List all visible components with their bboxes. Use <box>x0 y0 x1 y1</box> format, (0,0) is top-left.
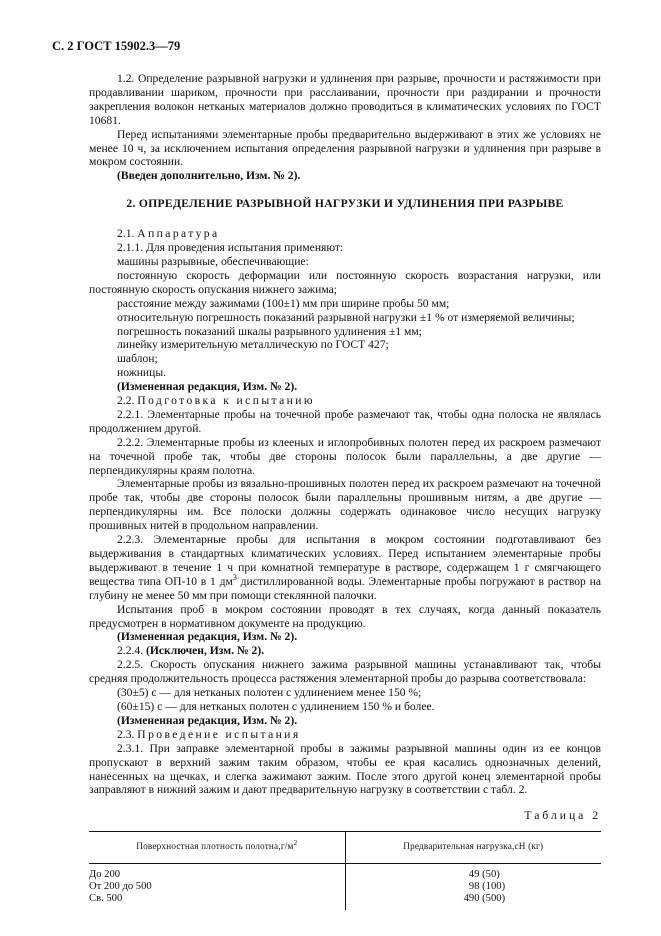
paragraph-2-2-5: 2.2.5. Скорость опускания нижнего зажима разрывной машины устанавливают так, чтобы средняя продолжительность процесса растяжения элементарной пробы до разрыва соответствовала: <box>89 658 601 686</box>
amendment-note-2: (Измененная редакция, Изм. № 2). <box>117 380 298 394</box>
heading-2-1-title: Аппаратура <box>137 227 220 241</box>
equipment-item-5: погрешность показаний шкалы разрывного удлинения ±1 мм; <box>117 324 422 338</box>
paragraph-2-2-4-number: 2.2.4. <box>117 644 144 658</box>
load-kg: (500) <box>482 893 506 905</box>
table-row <box>89 881 601 893</box>
paragraph-2-2-4 <box>89 644 601 658</box>
speed-item-2: (60±15) с — для нетканых полотен с удлинением 150 % и более. <box>117 699 435 713</box>
amendment-note-3: (Измененная редакция, Изм. № 2). <box>117 630 298 644</box>
paragraph-2-2-2-knitted: Элементарные пробы из вязально-прошивных полотен перед их раскроем размечают на точечной пробе так, чтобы две стороны полосок были параллельны прошивным нитям, а две другие — перпендикулярны им. Все полоски должны содержать одинаковое число несущих нагрузку прошивных нитей в продольном направлении. <box>89 477 601 533</box>
load-value: 98 <box>468 881 480 893</box>
equipment-item-8: ножницы. <box>117 366 167 380</box>
paragraph-2-1-1: 2.1.1. Для проведения испытания применяют: <box>117 241 344 255</box>
table-cell-load <box>345 863 601 881</box>
heading-2-1 <box>89 227 601 241</box>
document-body <box>89 72 601 910</box>
table-cell-density: От 200 до 500 <box>89 881 345 893</box>
heading-2-3 <box>89 728 601 742</box>
paragraph-2-2-1: 2.2.1. Элементарные пробы на точечной пробе размечают так, чтобы одна полоска не являлась продолжением другой. <box>89 407 601 435</box>
table-header-density-text: Поверхностная плотность полотна,г/м <box>136 841 294 852</box>
paragraph-1-2: 1.2. Определение разрывной нагрузки и удлинения при разрыве, прочности и растяжимости при продавливании шариком, прочности при расслаивании, прочности при раздирании и прочности закрепления волокон нетканых материалов должно проводиться в климатических условиях по ГОСТ 10681. <box>89 72 601 127</box>
paragraph-2-2-4-excluded: (Исключен, Изм. № 2). <box>146 644 265 658</box>
load-kg: (100) <box>482 881 506 893</box>
load-kg: (50) <box>482 868 500 880</box>
heading-2-2-title: Подготовка к испытанию <box>137 394 315 408</box>
preload-table <box>89 831 601 910</box>
table-header-row <box>89 832 601 863</box>
table-cell-density: Св. 500 <box>89 893 345 909</box>
equipment-item-7: шаблон; <box>117 352 158 366</box>
speed-item-1: (30±5) с — для нетканых полотен с удлинением менее 150 %; <box>117 686 422 700</box>
paragraph-2-2-2: 2.2.2. Элементарные пробы из клееных и иглопробивных полотен перед их раскроем размечают на точечной пробе так, чтобы две стороны полосок были параллельны, а две другие — перпендикулярны краям полотна. <box>89 435 601 477</box>
table-cell-density: До 200 <box>89 863 345 881</box>
table-cell-load <box>345 893 601 909</box>
table-header-density <box>89 832 345 863</box>
heading-2-2 <box>89 394 601 408</box>
equipment-item-6: линейку измерительную металлическую по ГОСТ 427; <box>117 338 389 352</box>
table-cell-load <box>345 881 601 893</box>
paragraph-2-2-3 <box>89 533 601 603</box>
paragraph-2-2-3-tail: дистиллированной воды. Элементарные пробы погружают в раствор на глубину не менее 50 мм при помощи стеклянной палочки. <box>89 574 601 602</box>
table-row <box>89 863 601 881</box>
section-2-title: 2. ОПРЕДЕЛЕНИЕ РАЗРЫВНОЙ НАГРУЗКИ И УДЛИНЕНИЯ ПРИ РАЗРЫВЕ <box>126 197 564 211</box>
equipment-item-2: постоянную скорость деформации или постоянную скорость возрастания нагрузки, или постоянную скорость опускания нижнего зажима; <box>89 268 601 296</box>
heading-2-3-number: 2.3. <box>117 727 135 741</box>
table-caption: Таблица 2 <box>524 809 601 823</box>
cubic-superscript: 3 <box>232 572 237 582</box>
amendment-note-1: (Введен дополнительно, Изм. № 2). <box>117 169 301 183</box>
paragraph-2-2-3-wet: Испытания проб в мокром состоянии проводят в тех случаях, когда данный показатель предусмотрен в нормативном документе на продукцию. <box>89 602 601 630</box>
heading-2-2-number: 2.2. <box>117 394 135 408</box>
table-row <box>89 893 601 909</box>
paragraph-1-2-conditioning: Перед испытаниями элементарные пробы предварительно выдерживают в этих же условиях не менее 10 ч, за исключением испытания определения разрывной нагрузки и удлинения при разрыве в мокром состоянии. <box>89 127 601 169</box>
equipment-item-1: машины разрывные, обеспечивающие: <box>117 254 309 268</box>
paragraph-2-3-1: 2.3.1. При заправке элементарной пробы в зажимы разрывной машины один из ее концов пропускают в верхний зажим таким образом, чтобы ее края касались однозначных делений, нанесенных на щечках, и слегка зажимают зажим. После этого другой конец элементарной пробы заправляют в нижний зажим и дают предварительную нагрузку в соответствии с табл. 2. <box>89 741 601 797</box>
equipment-item-4: относительную погрешность показаний разрывной нагрузки ±1 % от измеряемой величины; <box>117 310 575 324</box>
square-superscript: 2 <box>293 839 298 848</box>
page-header: С. 2 ГОСТ 15902.3—79 <box>52 39 181 53</box>
equipment-item-3: расстояние между зажимами (100±1) мм при ширине пробы 50 мм; <box>117 296 450 310</box>
load-value: 49 <box>468 868 480 880</box>
load-value: 490 <box>463 893 480 905</box>
amendment-note-4: (Измененная редакция, Изм. № 2). <box>117 713 298 727</box>
table-header-load: Предварительная нагрузка,сН (кг) <box>345 832 601 863</box>
heading-2-3-title: Проведение испытания <box>137 727 301 741</box>
heading-2-1-number: 2.1. <box>117 227 135 241</box>
paragraph-2-2-3-text: 2.2.3. Элементарные пробы для испытания в мокром состоянии подготавливают без выдерживания в стандартных климатических условиях. Перед испытанием элементарные пробы выдерживают в течение 1 ч при комнатной температуре в растворе, содержащем 1 г смягчающего вещества типа ОП-10 в 1 дм <box>89 533 601 588</box>
